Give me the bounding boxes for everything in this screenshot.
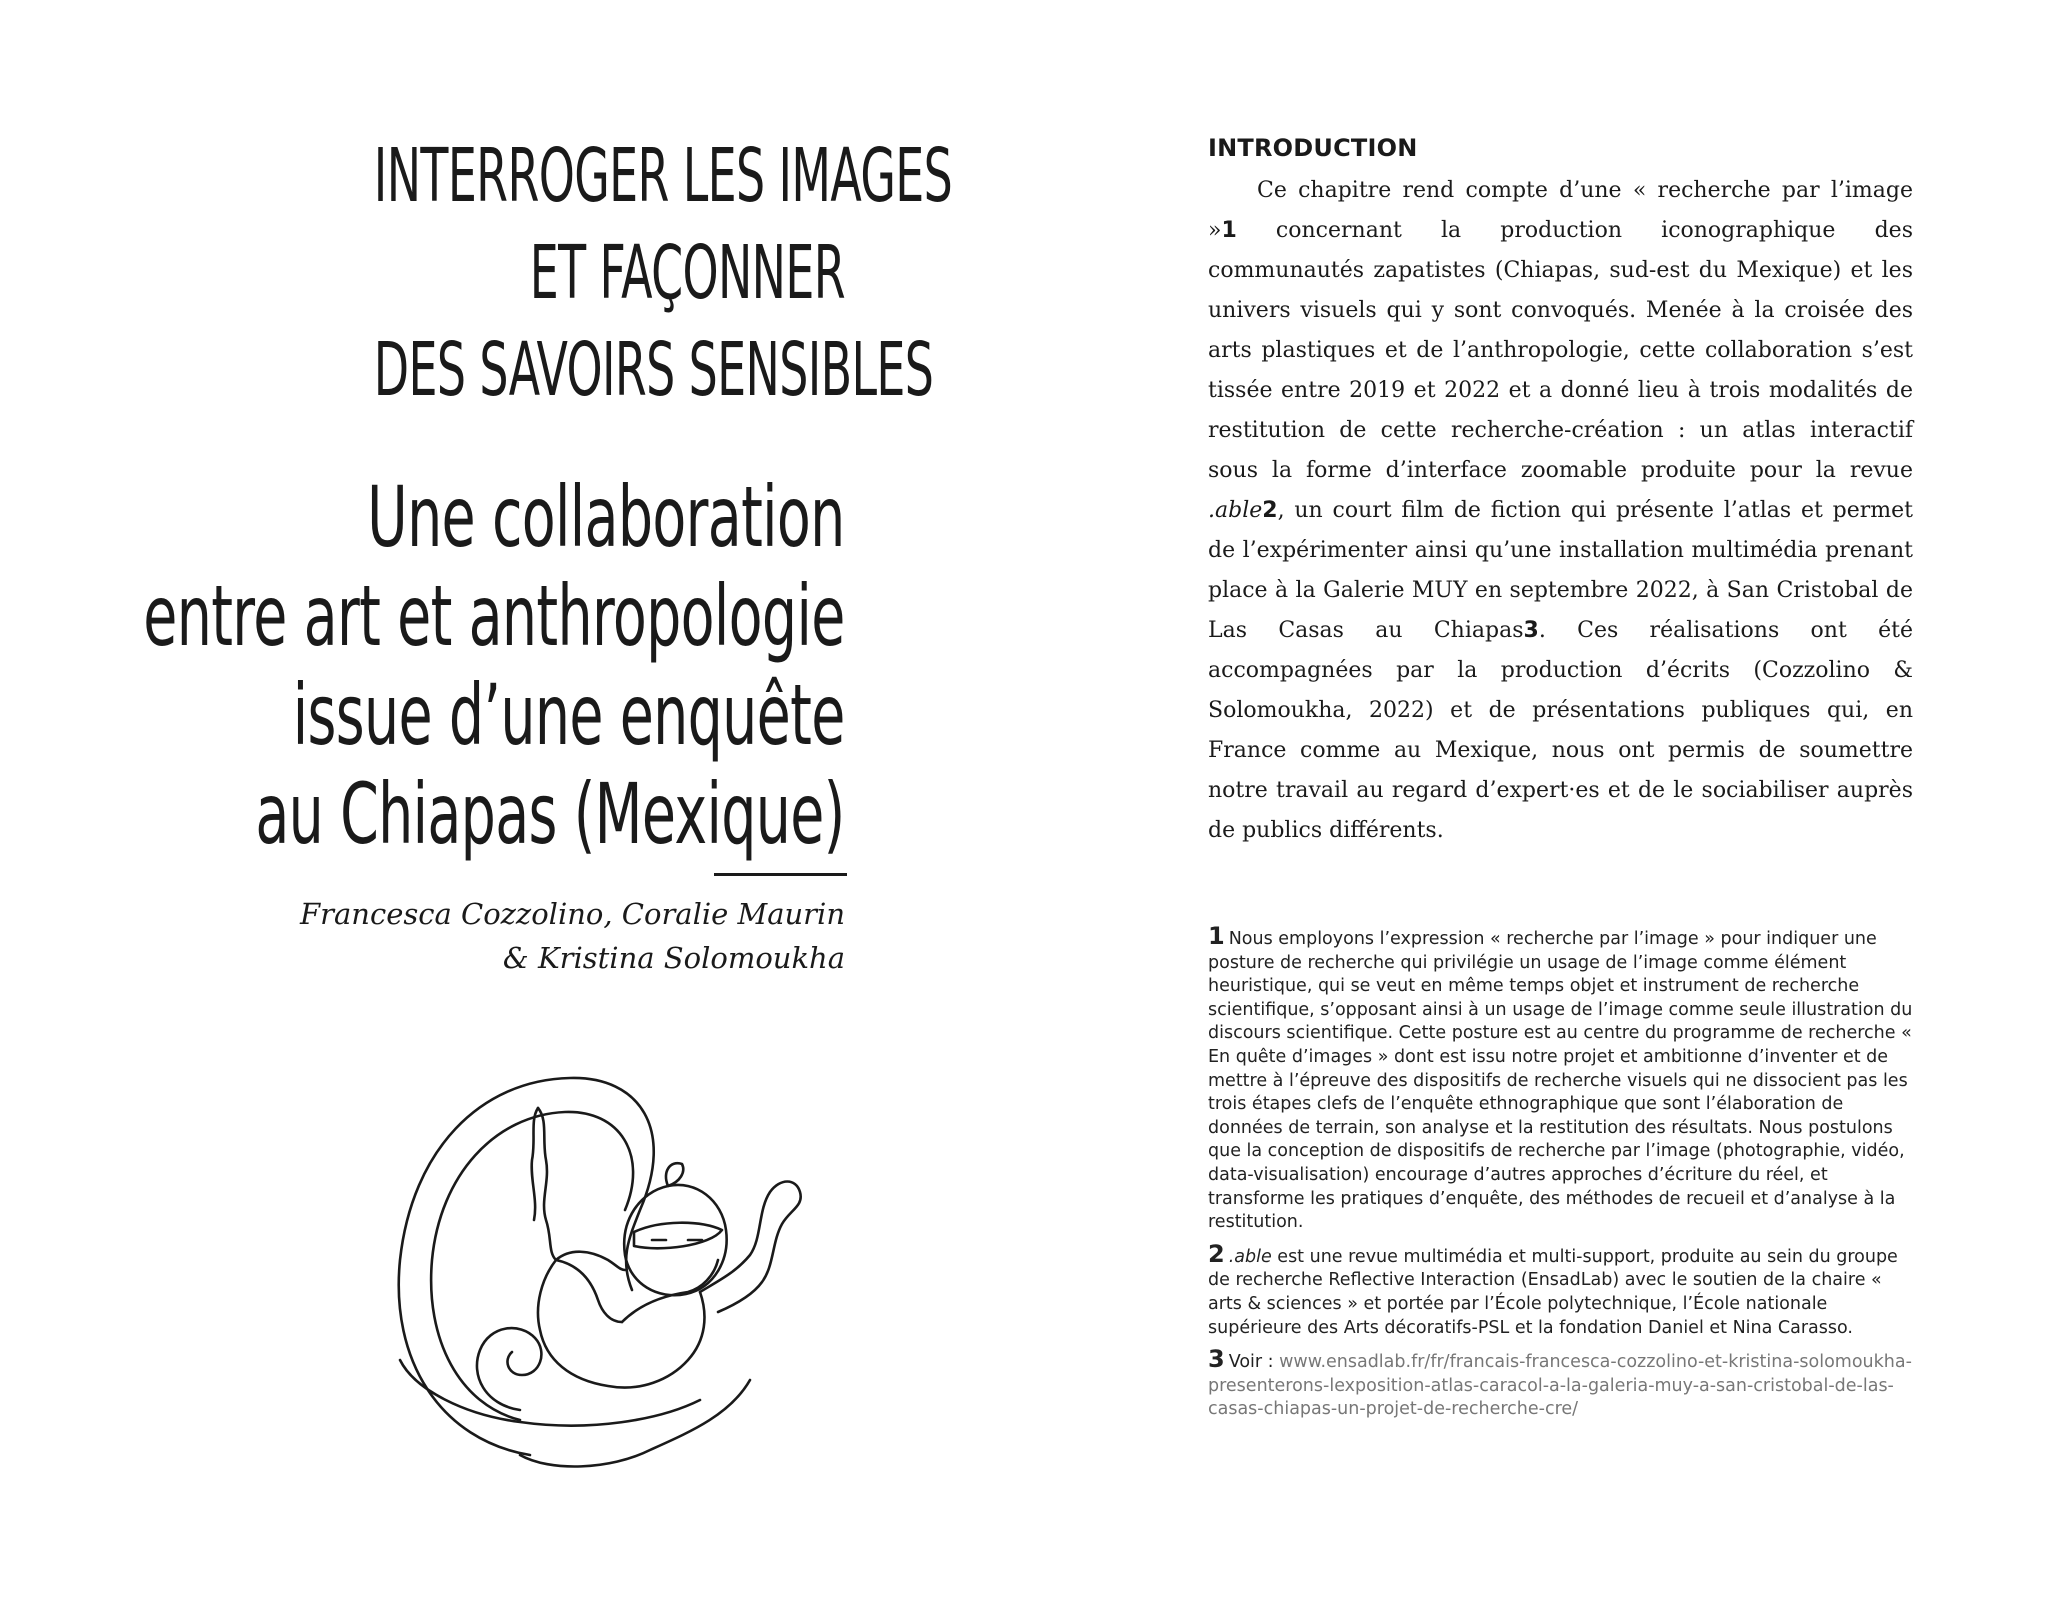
title-line: DES SAVOIRS SENSIBLES xyxy=(373,327,934,413)
subtitle-line: entre art et anthropologie xyxy=(143,567,845,665)
footnote-reference-1[interactable]: 1 xyxy=(1221,218,1237,243)
footnote-text: est une revue multimédia et multi-support, produite au sein du groupe de recherche Reflective Interaction (EnsadLab) avec le soutien de la chaire « arts & sciences » et portée par l’École polytechnique, l’École nationale supérieure des Arts décoratifs-PSL et la fondation Daniel et Nina Carasso. xyxy=(1208,1246,1898,1338)
chapter-subtitle xyxy=(144,468,845,864)
title-line: ET FAÇONNER xyxy=(529,230,845,316)
footnote-reference-2[interactable]: 2 xyxy=(1262,498,1278,523)
authors-line: & Kristina Solomoukha xyxy=(502,941,845,975)
subtitle-line: issue d’une enquête xyxy=(293,666,845,764)
footnote-text: Nous employons l’expression « recherche par l’image » pour indiquer une posture de recherche qui privilégie un usage de l’image comme élément heuristique, qui se veut en même temps objet et instrument de recherche scientifique, s’opposant ainsi à un usage de l’image comme seule illustration du discours scientifique. Cette posture est au centre du programme de recherche « En quête d’images » dont est issu notre projet et ambitionne d’inventer et de mettre à l’épreuve des dispositifs de recherche visuels qui ne dissocient pas les trois étapes clefs de l’enquête ethnographique que sont l’élaboration de données de terrain, son analyse et la restitution des résultats. Nous postulons que la conception de dispositifs de recherche par l’image (photographie, vidéo, data-visualisation) encourage d’autres approches d’écriture du réel, et transforme les pratiques d’enquête, des méthodes de recueil et d’analyse à la restitution. xyxy=(1208,929,1913,1233)
footnote-1 xyxy=(1208,922,1913,1235)
footnote-2 xyxy=(1208,1239,1913,1340)
title-line: INTERROGER LES IMAGES xyxy=(373,133,953,219)
left-page xyxy=(0,0,1023,1614)
journal-name: .able xyxy=(1208,498,1263,523)
title-divider xyxy=(714,873,847,876)
right-page xyxy=(1023,0,2047,1614)
body-text-part: , un court film de fiction qui présente l’atlas et permet de l’expérimenter ainsi qu’une installation multimédia prenant place à la Galerie MUY en septembre 2022, à San Cristobal de Las Casas au Chiapas xyxy=(1208,498,1913,643)
footnote-number: 3 xyxy=(1208,1345,1225,1374)
footnote-number: 1 xyxy=(1208,922,1225,950)
authors-line: Francesca Cozzolino, Coralie Maurin xyxy=(300,897,845,931)
body-text-part: . Ces réalisations ont été accompagnées par la production d’écrits (Cozzolino & Solomoukha, 2022) et de présentations publiques qui, en France comme au Mexique, nous ont permis de soumettre notre travail au regard d’expert·es et de le sociabiliser auprès de publics différents. xyxy=(1208,618,1913,843)
subtitle-line: Une collaboration xyxy=(367,468,845,566)
section-heading: INTRODUCTION xyxy=(1208,134,1418,162)
footnote-text: Voir : xyxy=(1228,1352,1280,1373)
introduction-paragraph xyxy=(1208,171,1913,851)
subtitle-line: au Chiapas (Mexique) xyxy=(255,765,846,863)
body-text-part: concernant la production iconographique des communautés zapatistes (Chiapas, sud-est du Mexique) et les univers visuels qui y sont convoqués. Menée à la croisée des arts plastiques et de l’anthropologie, cette collaboration s’est tissée entre 2019 et 2022 et a donné lieu à trois modalités de restitution de cette recherche-création : un atlas interactif sous la forme d’interface zoomable produite pour la revue xyxy=(1208,218,1913,483)
body-text-part: Ce chapitre rend compte d’une « recherche par l’image » xyxy=(1208,178,1913,243)
footnotes xyxy=(1208,922,1913,1430)
chapter-title xyxy=(85,128,953,419)
authors xyxy=(300,892,845,980)
footnote-3 xyxy=(1208,1345,1913,1422)
journal-name: .able xyxy=(1228,1246,1272,1267)
footnote-number: 2 xyxy=(1208,1239,1225,1268)
footnote-link[interactable]: www.ensadlab.fr/fr/francais-francesca-cozzolino-et-kristina-solomoukha-presenterons-lexposition-atlas-caracol-a-la-galeria-muy-a-san-cristobal-de-las-casas-chiapas-un-projet-de-recherche-cre/ xyxy=(1208,1352,1912,1420)
footnote-reference-3[interactable]: 3 xyxy=(1523,618,1539,643)
snail-figure-illustration xyxy=(370,1060,890,1480)
chapter-title-text xyxy=(373,128,953,419)
